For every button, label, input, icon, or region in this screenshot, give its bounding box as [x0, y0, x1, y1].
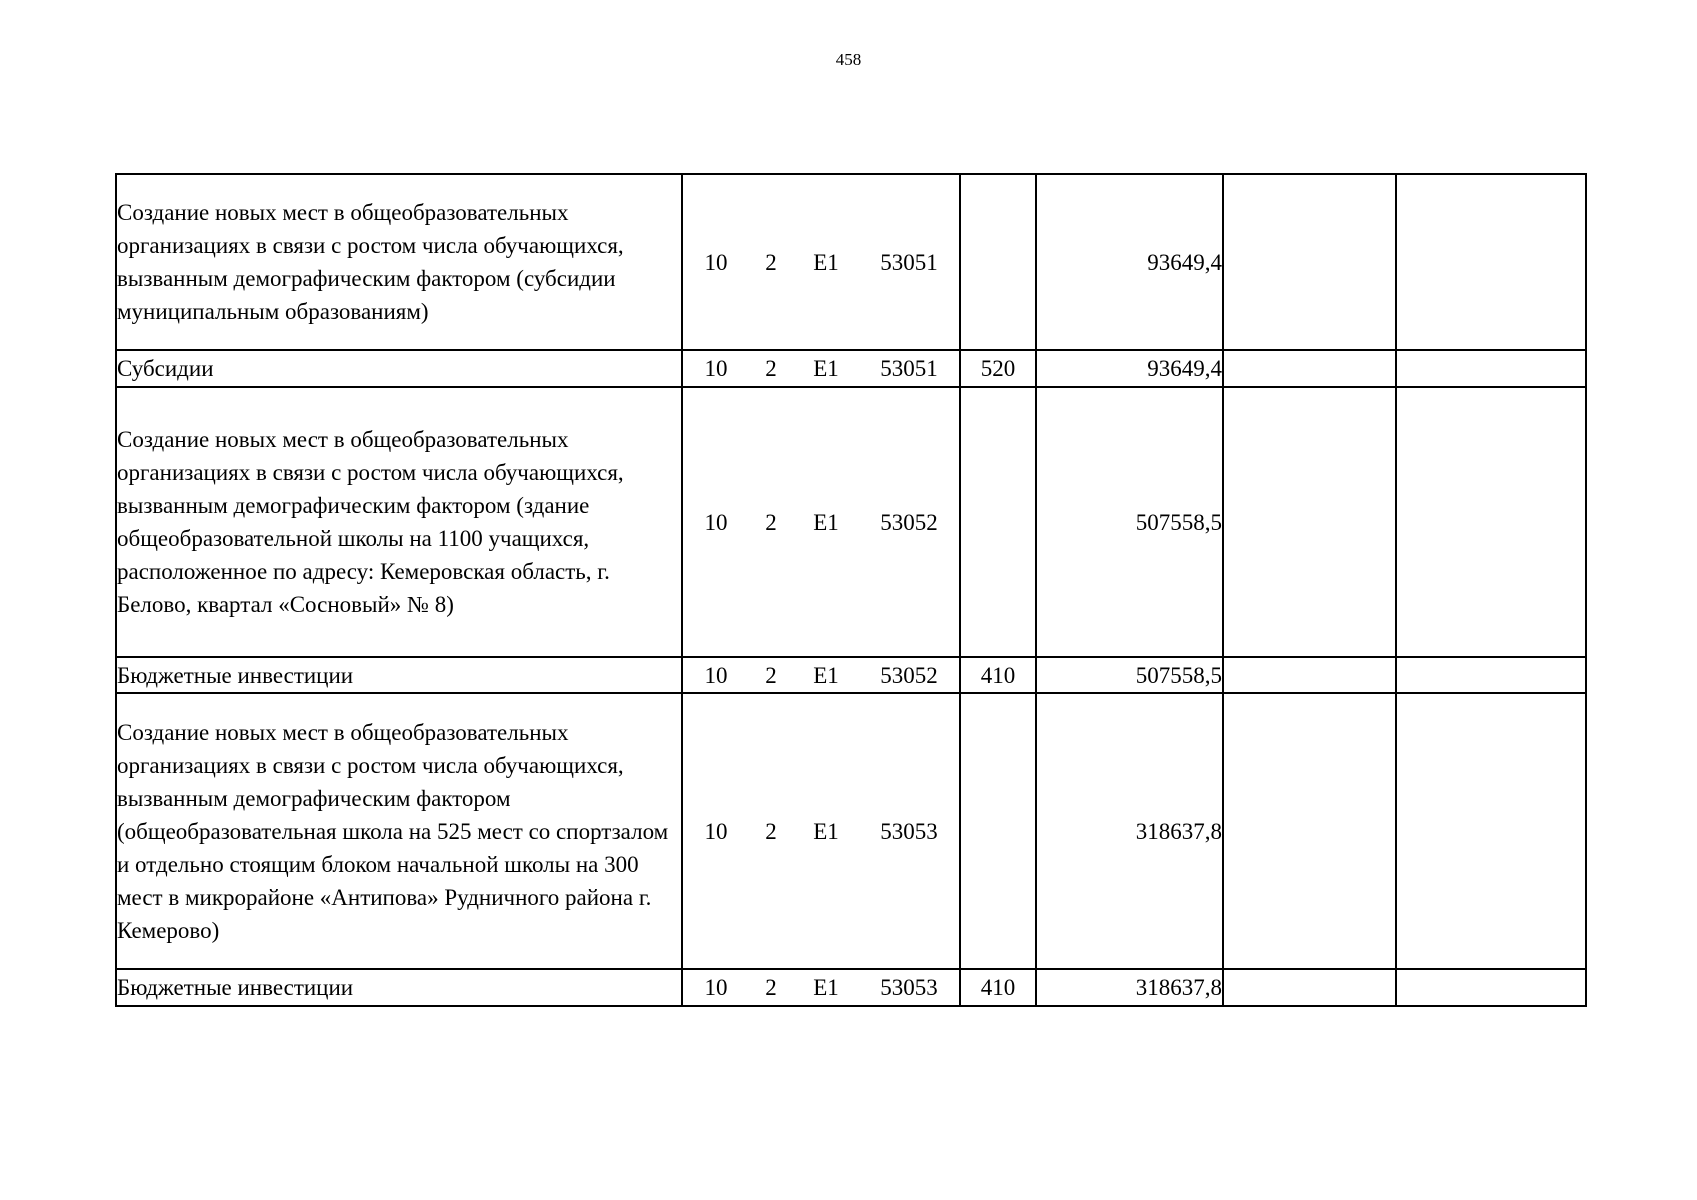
empty-cell	[1223, 657, 1396, 693]
row-description: Бюджетные инвестиции	[116, 969, 682, 1006]
row-description: Создание новых мест в общеобразовательных организациях в связи с ростом числа обучающихся, вызванным демографическим фактором (общеобразовательная школа на 525 мест со спортзалом и отдельно стоящим блоком начальной школы на 300 мест в микрорайоне «Антипова» Рудничного района г. Кемерово)	[116, 693, 682, 969]
row-codes	[682, 387, 960, 657]
table-row	[116, 657, 1586, 693]
direction-code: 53051	[880, 356, 938, 381]
direction-code: 53053	[880, 818, 938, 844]
amount: 93649,4	[1036, 350, 1223, 387]
program-code: E1	[813, 662, 839, 688]
expense-type-code	[960, 174, 1036, 350]
direction-code: 53052	[880, 509, 938, 535]
row-codes	[682, 174, 960, 350]
section-code: 10	[704, 662, 728, 688]
empty-cell	[1396, 174, 1586, 350]
subsection-code: 2	[765, 249, 777, 275]
table-row	[116, 387, 1586, 657]
amount: 318637,8	[1036, 969, 1223, 1006]
subsection-code: 2	[765, 356, 777, 381]
row-codes	[682, 693, 960, 969]
program-code: E1	[813, 818, 839, 844]
section-code: 10	[704, 356, 728, 381]
empty-cell	[1223, 693, 1396, 969]
expense-type-code	[960, 387, 1036, 657]
program-code: E1	[813, 356, 839, 381]
section-code: 10	[704, 249, 728, 275]
amount: 507558,5	[1036, 657, 1223, 693]
row-description: Создание новых мест в общеобразовательных организациях в связи с ростом числа обучающихся, вызванным демографическим фактором (здание общеобразовательной школы на 1100 учащихся, расположенное по адресу: Кемеровская область, г. Белово, квартал «Сосновый» № 8)	[116, 387, 682, 657]
table-row	[116, 693, 1586, 969]
empty-cell	[1396, 350, 1586, 387]
section-code: 10	[704, 818, 728, 844]
row-codes	[682, 350, 960, 387]
table-row	[116, 969, 1586, 1006]
section-code: 10	[704, 509, 728, 535]
row-codes	[682, 969, 960, 1006]
row-codes	[682, 657, 960, 693]
empty-cell	[1223, 969, 1396, 1006]
program-code: E1	[813, 509, 839, 535]
subsection-code: 2	[765, 818, 777, 844]
expense-type-code	[960, 693, 1036, 969]
empty-cell	[1396, 657, 1586, 693]
empty-cell	[1396, 969, 1586, 1006]
direction-code: 53053	[880, 975, 938, 1000]
direction-code: 53052	[880, 662, 938, 688]
expense-type-code: 410	[960, 657, 1036, 693]
table-row	[116, 174, 1586, 350]
empty-cell	[1223, 387, 1396, 657]
amount: 507558,5	[1036, 387, 1223, 657]
empty-cell	[1396, 387, 1586, 657]
page-number: 458	[835, 50, 862, 69]
program-code: E1	[813, 249, 839, 275]
subsection-code: 2	[765, 975, 777, 1000]
budget-table	[115, 173, 1587, 1007]
section-code: 10	[704, 975, 728, 1000]
expense-type-code: 520	[960, 350, 1036, 387]
direction-code: 53051	[880, 249, 938, 275]
empty-cell	[1396, 693, 1586, 969]
amount: 93649,4	[1036, 174, 1223, 350]
row-description: Субсидии	[116, 350, 682, 387]
row-description: Бюджетные инвестиции	[116, 657, 682, 693]
empty-cell	[1223, 174, 1396, 350]
expense-type-code: 410	[960, 969, 1036, 1006]
subsection-code: 2	[765, 509, 777, 535]
subsection-code: 2	[765, 662, 777, 688]
amount: 318637,8	[1036, 693, 1223, 969]
empty-cell	[1223, 350, 1396, 387]
row-description: Создание новых мест в общеобразовательных организациях в связи с ростом числа обучающихся, вызванным демографическим фактором (субсидии муниципальным образованиям)	[116, 174, 682, 350]
program-code: E1	[813, 975, 839, 1000]
table-row	[116, 350, 1586, 387]
